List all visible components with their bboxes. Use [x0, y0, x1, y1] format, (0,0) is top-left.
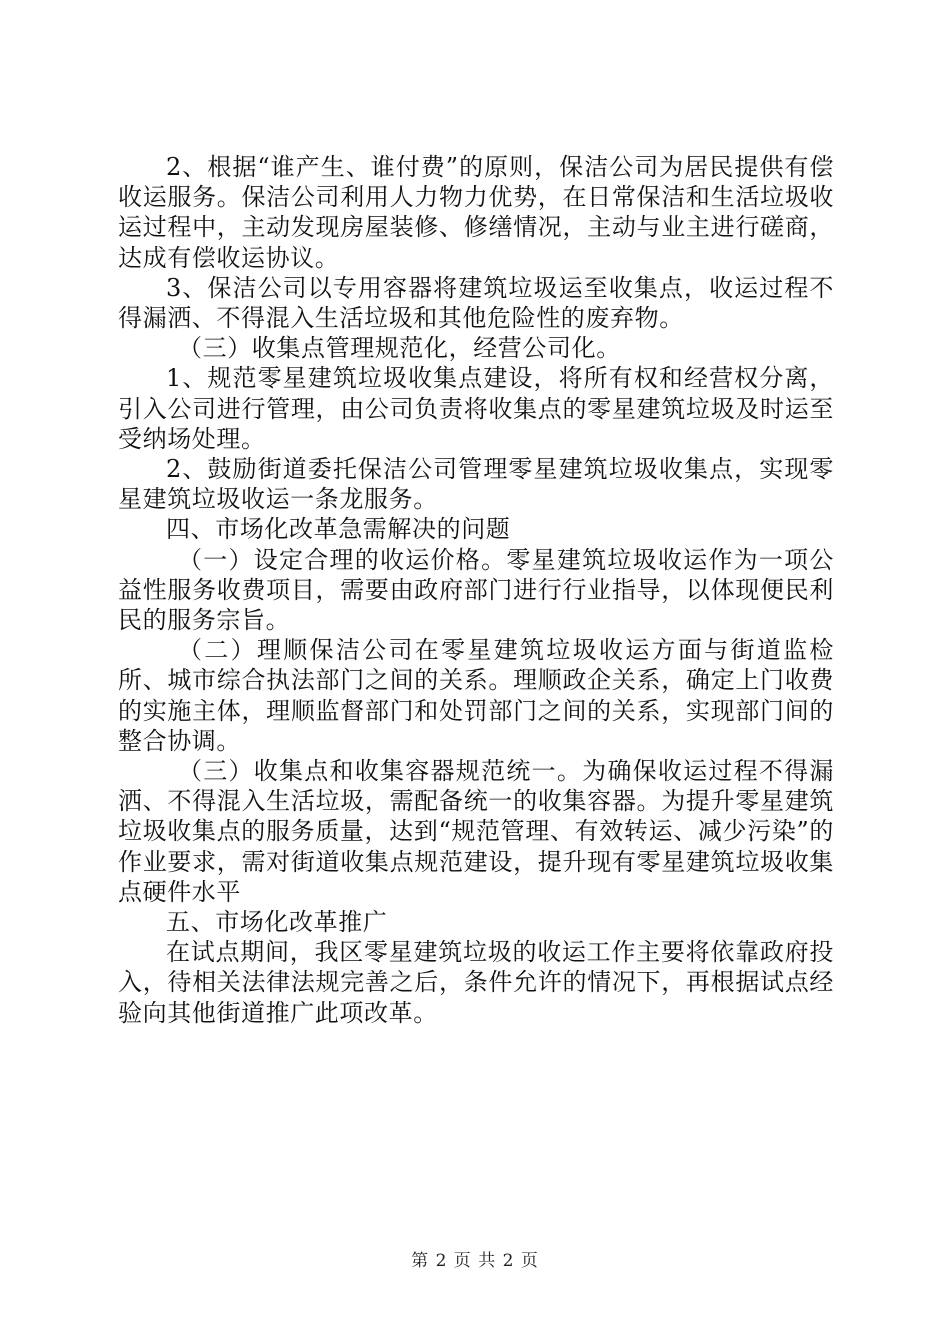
paragraph-special-containers: 3、保洁公司以专用容器将建筑垃圾运至收集点，收运过程不得漏洒、不得混入生活垃圾和其他危险性的废弃物。	[118, 273, 834, 333]
paragraph-unified-containers: （三）收集点和收集容器规范统一。为确保收运过程不得漏洒、不得混入生活垃圾，需配备统一的收集容器。为提升零星建筑垃圾收集点的服务质量，达到“规范管理、有效转运、减少污染”的作业要求，需对街道收集点规范建设，提升现有零星建筑垃圾收集点硬件水平	[118, 757, 834, 906]
section-heading-urgent-problems: 四、市场化改革急需解决的问题	[166, 515, 511, 544]
page-footer: 第 2 页 共 2 页	[411, 1251, 539, 1271]
paragraph-reasonable-price: （一）设定合理的收运价格。零星建筑垃圾收运作为一项公益性服务收费项目，需要由政府部门进行行业指导，以体现便民利民的服务宗旨。	[118, 545, 834, 635]
section-heading-collection-points: （三）收集点管理规范化，经营公司化。	[178, 334, 621, 363]
paragraph-street-entrustment: 2、鼓励街道委托保洁公司管理零星建筑垃圾收集点，实现零星建筑垃圾收运一条龙服务。	[118, 455, 834, 514]
paragraph-relationships: （二）理顺保洁公司在零星建筑垃圾收运方面与街道监检所、城市综合执法部门之间的关系。理顺政企关系，确定上门收费的实施主体，理顺监督部门和处罚部门之间的关系，实现部门间的整合协调。	[118, 636, 834, 755]
paragraph-fee-principle: 2、根据“谁产生、谁付费”的原则，保洁公司为居民提供有偿收运服务。保洁公司利用人力物力优势，在日常保洁和生活垃圾收运过程中，主动发现房屋装修、修缮情况，主动与业主进行磋商，达成有偿收运协议。	[118, 153, 834, 272]
document-body	[118, 152, 834, 1028]
paragraph-pilot-period: 在试点期间，我区零星建筑垃圾的收运工作主要将依靠政府投入，待相关法律法规完善之后，条件允许的情况下，再根据试点经验向其他街道推广此项改革。	[118, 938, 834, 1027]
paragraph-standardize-collection-points: 1、规范零星建筑垃圾收集点建设，将所有权和经营权分离，引入公司进行管理，由公司负责将收集点的零星建筑垃圾及时运至受纳场处理。	[118, 364, 834, 453]
section-heading-promotion: 五、市场化改革推广	[166, 908, 388, 937]
